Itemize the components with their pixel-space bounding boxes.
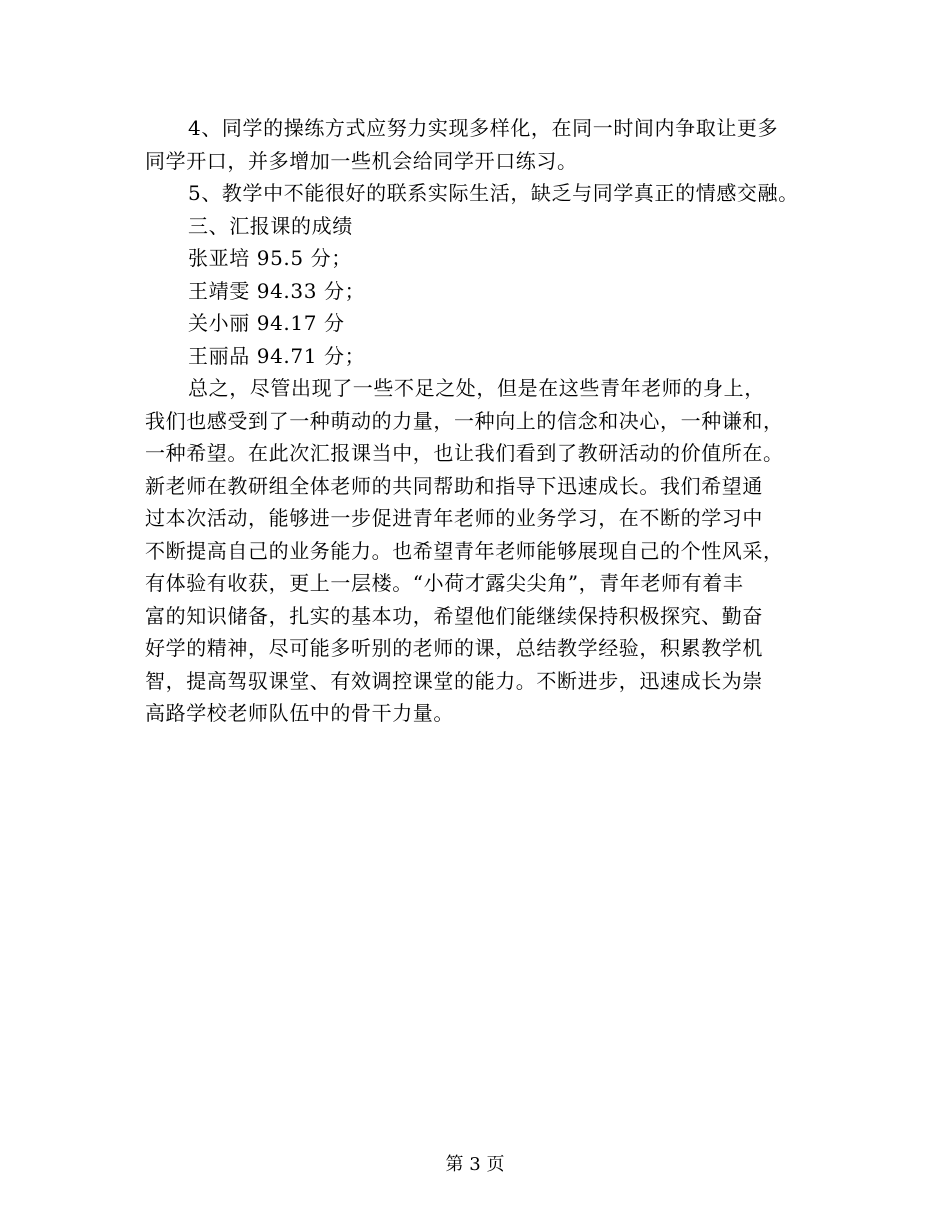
body-text: [145, 112, 845, 730]
summary-paragraph-line: 不断提高自己的业务能力。也希望青年老师能够展现自己的个性风采，: [145, 538, 784, 563]
list-item-5: 5、教学中不能很好的联系实际生活，缺乏与同学真正的情感交融。: [188, 181, 799, 205]
score-line: 张亚培 95.5 分；: [188, 246, 352, 270]
summary-paragraph-line: 一种希望。在此次汇报课当中，也让我们看到了教研活动的价值所在。: [145, 441, 784, 465]
score-line: 关小丽 94.17 分: [188, 311, 345, 335]
score-line: 王丽品 94.71 分；: [188, 343, 366, 368]
section-heading: 三、汇报课的成绩: [188, 213, 353, 238]
summary-paragraph-line: 高路学校老师队伍中的骨干力量。: [145, 701, 454, 725]
page-number: 第 3 页: [445, 1154, 505, 1175]
list-item-4: 4、同学的操练方式应努力实现多样化，在同一时间内争取让更多: [188, 116, 779, 140]
summary-paragraph-line: 总之，尽管出现了一些不足之处，但是在这些青年老师的身上，: [188, 376, 765, 400]
summary-paragraph-line: 智，提高驾驭课堂、有效调控课堂的能力。不断进步，迅速成长为崇: [145, 668, 763, 693]
summary-paragraph-line: 我们也感受到了一种萌动的力量，一种向上的信念和决心，一种谦和，: [145, 408, 784, 433]
score-line: 王靖雯 94.33 分；: [188, 278, 366, 303]
summary-paragraph-line: 过本次活动，能够进一步促进青年老师的业务学习，在不断的学习中: [145, 506, 763, 530]
summary-paragraph-line: 新老师在教研组全体老师的共同帮助和指导下迅速成长。我们希望通: [145, 473, 763, 498]
list-item-4-continued: 同学开口，并多增加一些机会给同学开口练习。: [145, 148, 578, 173]
summary-paragraph-line: 好学的精神，尽可能多听别的老师的课，总结教学经验，积累教学机: [145, 636, 763, 660]
summary-paragraph-line: 富的知识储备，扎实的基本功，希望他们能继续保持积极探究、勤奋: [145, 603, 763, 628]
summary-paragraph-line: 有体验有收获，更上一层楼。“小荷才露尖尖角”，青年老师有着丰: [145, 571, 744, 595]
